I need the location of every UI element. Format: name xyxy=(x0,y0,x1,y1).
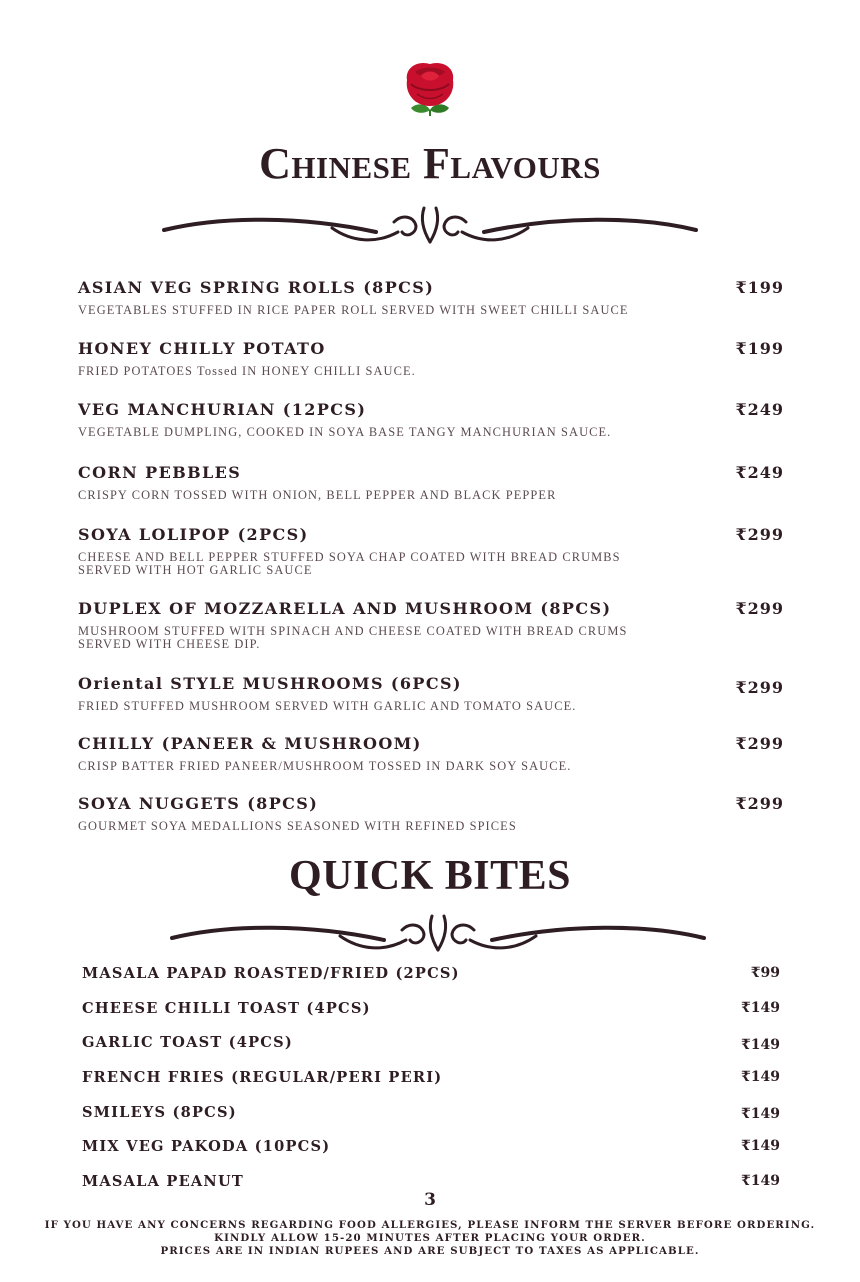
item-price: ₹199 xyxy=(735,339,784,358)
menu-item xyxy=(78,400,784,439)
footer-line: IF YOU HAVE ANY CONCERNS REGARDING FOOD ALLERGIES, PLEASE INFORM THE SERVER BEFORE ORDERING. xyxy=(44,1219,816,1231)
item-description: FRIED STUFFED MUSHROOM SERVED WITH GARLIC AND TOMATO SAUCE. xyxy=(78,699,577,713)
item-name: Oriental STYLE MUSHROOMS (6PCS) xyxy=(78,674,462,693)
item-name: ASIAN VEG SPRING ROLLS (8PCS) xyxy=(78,278,435,297)
item-name: SOYA LOLIPOP (2PCS) xyxy=(78,525,309,544)
item-description: VEGETABLE DUMPLING, COOKED IN SOYA BASE TANGY MANCHURIAN SAUCE. xyxy=(78,425,612,439)
item-price: ₹199 xyxy=(735,278,784,297)
item-description: CHEESE AND BELL PEPPER STUFFED SOYA CHAP COATED WITH BREAD CRUMBS SERVED WITH HOT GARLIC SAUCE xyxy=(78,550,621,577)
quick-bite-item xyxy=(82,1104,780,1121)
item-price: ₹249 xyxy=(735,400,784,419)
item-price: ₹149 xyxy=(741,1173,780,1189)
quick-bite-item xyxy=(82,1069,780,1086)
quick-bite-item xyxy=(82,1173,780,1190)
item-name: HONEY CHILLY POTATO xyxy=(78,339,326,358)
item-description: VEGETABLES STUFFED IN RICE PAPER ROLL SERVED WITH SWEET CHILLI SAUCE xyxy=(78,303,629,317)
menu-item xyxy=(78,794,784,833)
menu-item xyxy=(78,278,784,317)
item-price: ₹149 xyxy=(741,1106,780,1122)
footer-line: PRICES ARE IN INDIAN RUPEES AND ARE SUBJECT TO TAXES AS APPLICABLE. xyxy=(160,1245,700,1257)
quick-bite-item xyxy=(82,1034,780,1051)
menu-item xyxy=(78,734,784,773)
item-name: VEG MANCHURIAN (12PCS) xyxy=(78,400,367,419)
item-name: MIX VEG PAKODA (10PCS) xyxy=(82,1138,331,1155)
item-name: SOYA NUGGETS (8PCS) xyxy=(78,794,319,813)
item-name: MASALA PAPAD ROASTED/FRIED (2PCS) xyxy=(82,965,460,982)
menu-item xyxy=(78,463,784,502)
menu-item xyxy=(78,674,784,713)
quick-bite-item xyxy=(82,1000,780,1017)
item-name: GARLIC TOAST (4PCS) xyxy=(82,1034,293,1051)
item-name: CORN PEBBLES xyxy=(78,463,242,482)
rose-icon xyxy=(397,58,463,120)
item-price: ₹299 xyxy=(735,599,784,618)
item-price: ₹149 xyxy=(741,1000,780,1016)
quick-bites-title: QUICK BITES xyxy=(288,853,572,899)
item-price: ₹299 xyxy=(735,678,784,697)
quick-bite-item xyxy=(82,1138,780,1155)
item-name: SMILEYS (8PCS) xyxy=(82,1104,237,1121)
item-description: FRIED POTATOES Tossed IN HONEY CHILLI SAUCE. xyxy=(78,364,416,378)
item-price: ₹299 xyxy=(735,794,784,813)
item-description: CRISPY CORN TOSSED WITH ONION, BELL PEPPER AND BLACK PEPPER xyxy=(78,488,557,502)
item-description: GOURMET SOYA MEDALLIONS SEASONED WITH REFINED SPICES xyxy=(78,819,517,833)
page-number: 3 xyxy=(424,1190,436,1210)
item-price: ₹299 xyxy=(735,525,784,544)
item-name: MASALA PEANUT xyxy=(82,1173,244,1190)
footer-line: KINDLY ALLOW 15-20 MINUTES AFTER PLACING YOUR ORDER. xyxy=(214,1232,646,1244)
menu-item xyxy=(78,339,784,378)
item-price: ₹149 xyxy=(741,1037,780,1053)
item-name: CHEESE CHILLI TOAST (4PCS) xyxy=(82,1000,371,1017)
item-description: CRISP BATTER FRIED PANEER/MUSHROOM TOSSED IN DARK SOY SAUCE. xyxy=(78,759,572,773)
divider-flourish-icon xyxy=(162,202,698,250)
item-price: ₹99 xyxy=(750,965,780,981)
menu-item xyxy=(78,599,784,651)
item-price: ₹249 xyxy=(735,463,784,482)
quick-bite-item xyxy=(82,965,780,982)
item-price: ₹149 xyxy=(741,1138,780,1154)
footer-notice xyxy=(0,1219,860,1258)
item-name: CHILLY (PANEER & MUSHROOM) xyxy=(78,734,422,753)
item-price: ₹149 xyxy=(741,1069,780,1085)
item-description: MUSHROOM STUFFED WITH SPINACH AND CHEESE COATED WITH BREAD CRUMS SERVED WITH CHEESE DIP. xyxy=(78,624,628,651)
divider-flourish-icon xyxy=(170,910,706,958)
item-name: FRENCH FRIES (REGULAR/PERI PERI) xyxy=(82,1069,443,1086)
section-title: Chinese Flavours xyxy=(259,139,601,188)
item-price: ₹299 xyxy=(735,734,784,753)
item-name: DUPLEX OF MOZZARELLA AND MUSHROOM (8PCS) xyxy=(78,599,612,618)
menu-item xyxy=(78,525,784,577)
